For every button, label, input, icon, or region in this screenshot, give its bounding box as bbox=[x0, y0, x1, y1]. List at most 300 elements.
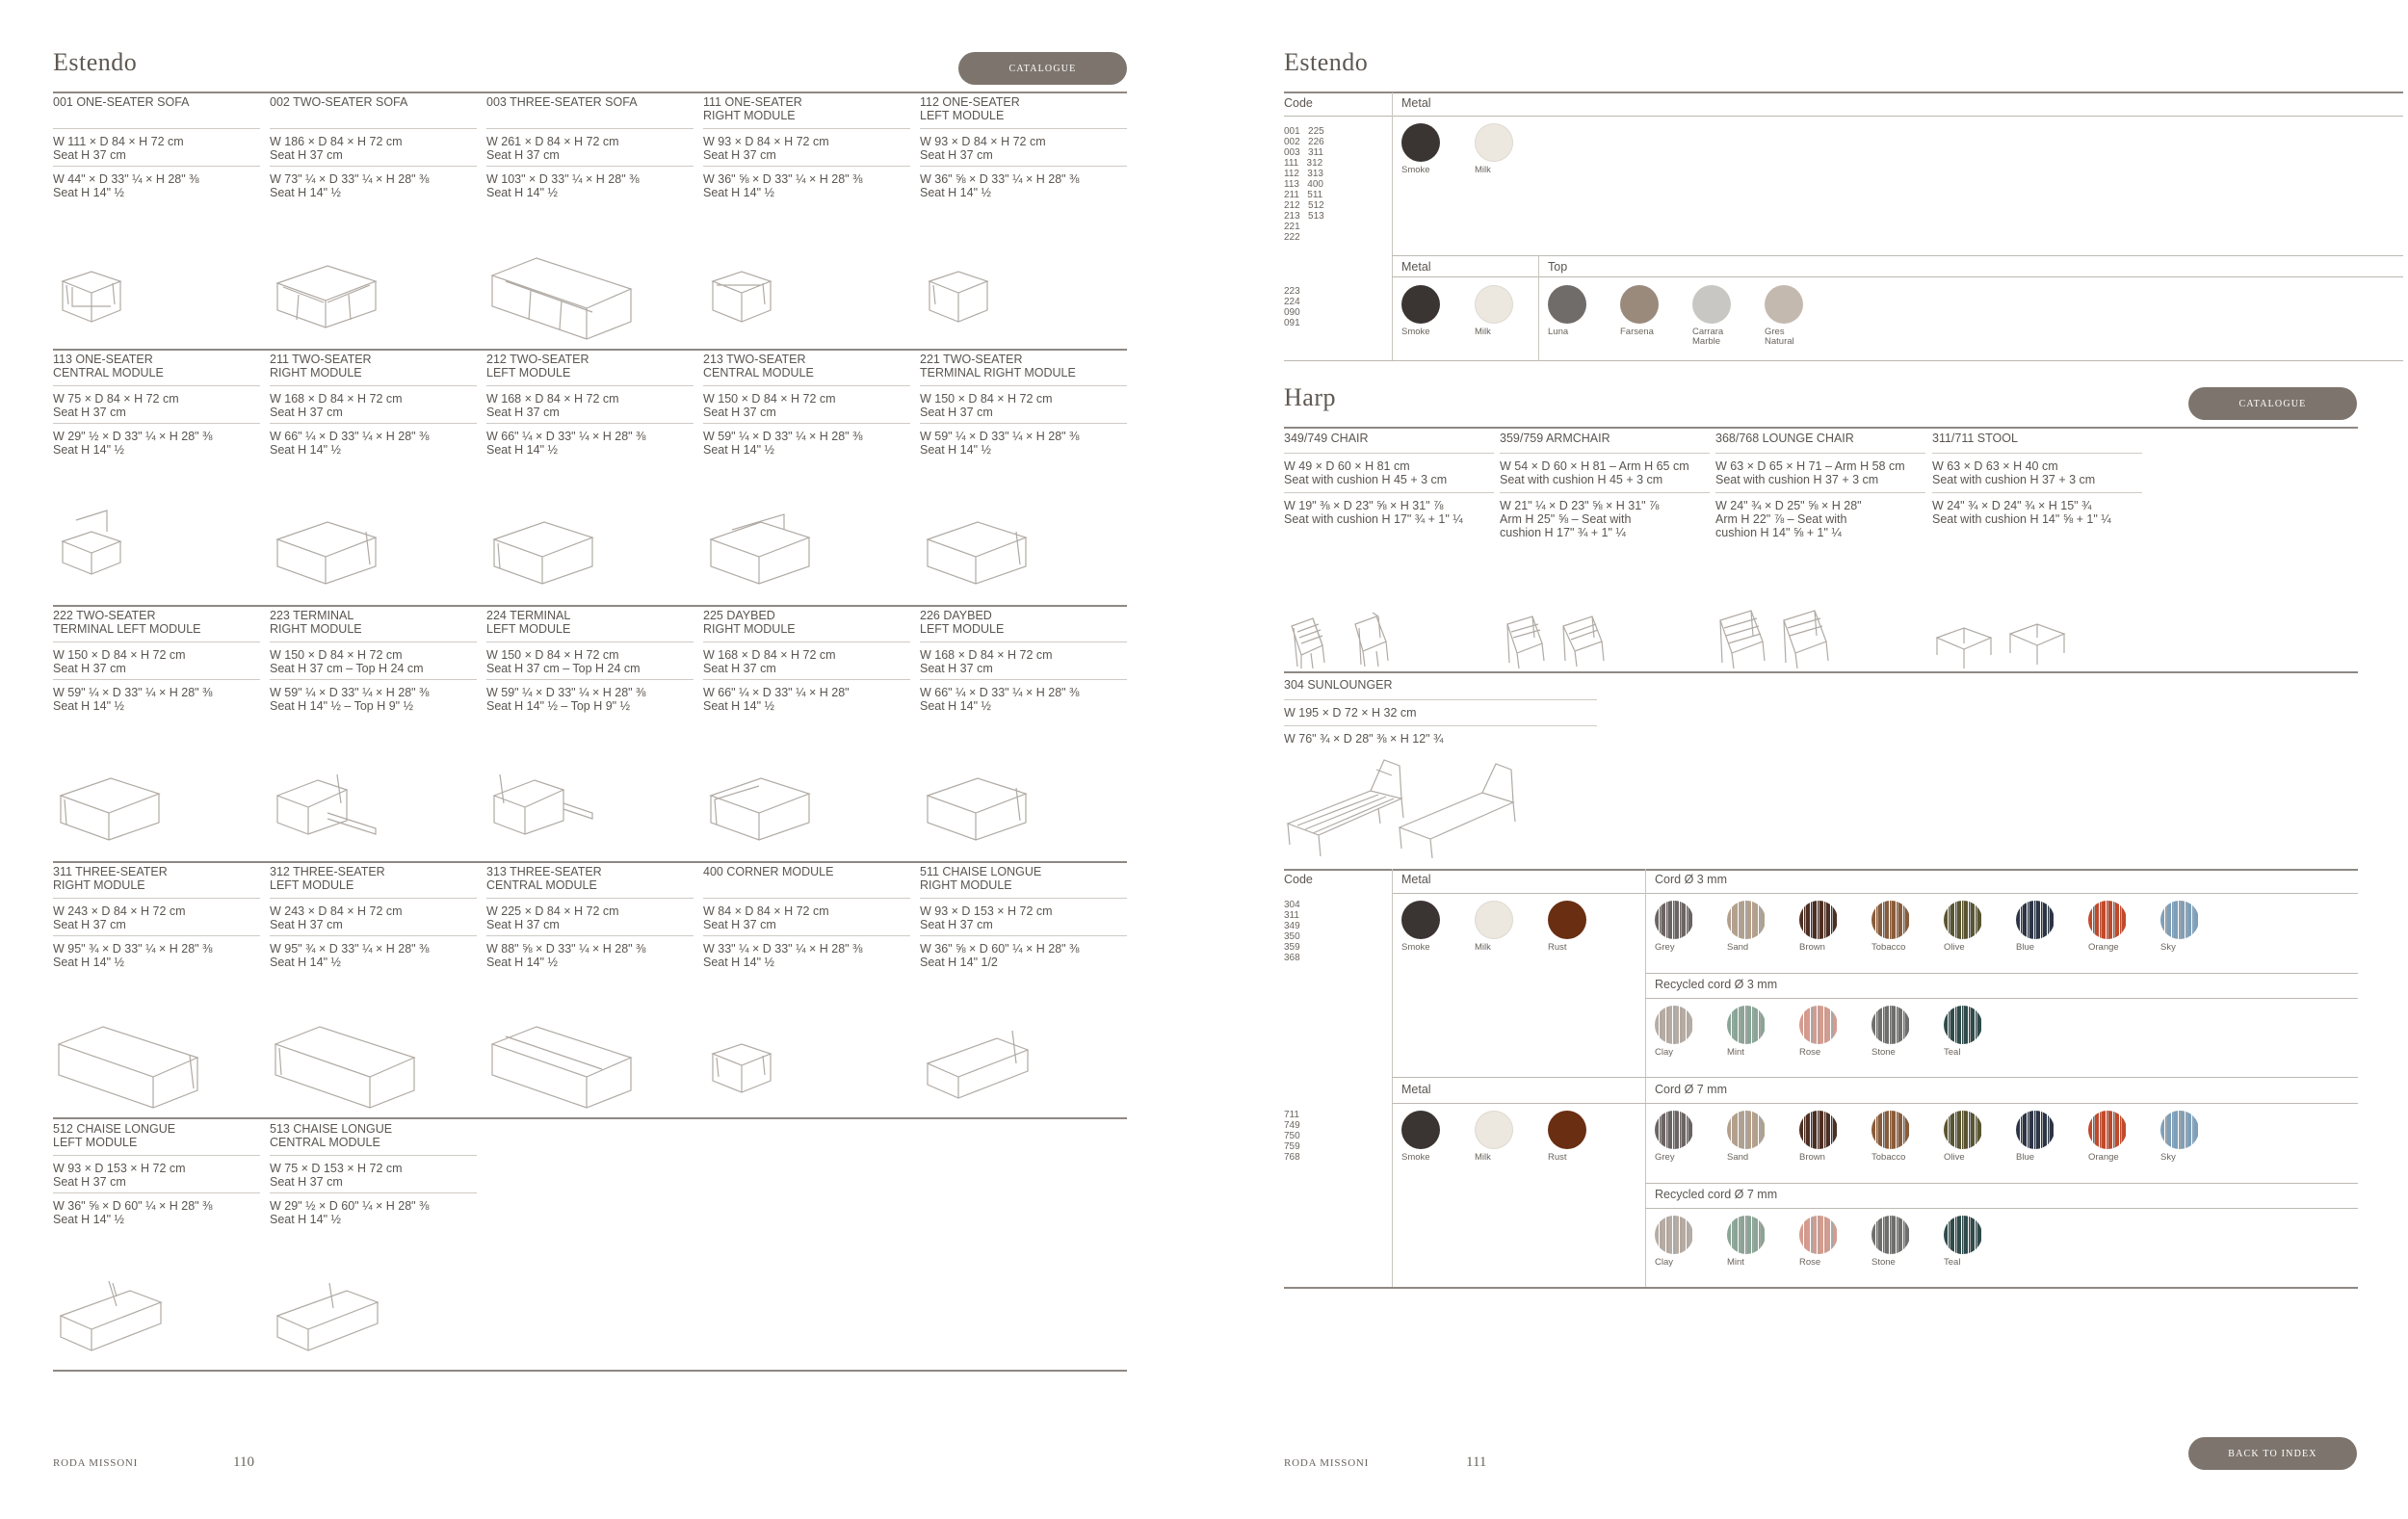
table-rule bbox=[1392, 276, 2403, 277]
item-rule bbox=[270, 166, 477, 167]
metric-dimensions: W 63 × D 63 × H 40 cm Seat with cushion H 37 + 3 cm bbox=[1932, 459, 2096, 486]
product-item bbox=[53, 353, 260, 457]
item-rule bbox=[53, 935, 260, 936]
product-sketch bbox=[53, 765, 207, 861]
row-divider bbox=[53, 1370, 1127, 1372]
top-header-estendo: Top bbox=[1548, 260, 1568, 274]
product-name: 111 ONE-SEATER RIGHT MODULE bbox=[703, 95, 802, 122]
finish-swatch-label: Rose bbox=[1799, 1047, 1821, 1058]
product-sketch bbox=[703, 509, 857, 605]
product-name: 224 TERMINAL LEFT MODULE bbox=[486, 609, 571, 636]
finish-swatch-label: Clay bbox=[1655, 1257, 1674, 1268]
metric-dimensions: W 225 × D 84 × H 72 cm Seat H 37 cm bbox=[486, 904, 619, 931]
item-rule bbox=[270, 1155, 477, 1156]
item-rule bbox=[920, 423, 1127, 424]
imperial-dimensions: W 36" ⅝ × D 33" ¼ × H 28" ⅜ Seat H 14" ½ bbox=[920, 172, 1080, 199]
imperial-dimensions: W 73" ¼ × D 33" ¼ × H 28" ⅜ Seat H 14" ½ bbox=[270, 172, 430, 199]
imperial-dimensions: W 59" ¼ × D 33" ¼ × H 28" ⅜ Seat H 14" ½ bbox=[920, 430, 1080, 457]
metric-dimensions: W 93 × D 153 × H 72 cm Seat H 37 cm bbox=[53, 1162, 186, 1189]
product-name: 226 DAYBED LEFT MODULE bbox=[920, 609, 1005, 636]
item-rule bbox=[53, 1155, 260, 1156]
recycled3-header-harp: Recycled cord Ø 3 mm bbox=[1655, 978, 1778, 991]
product-sketch bbox=[920, 1021, 1074, 1117]
finish-swatch bbox=[1401, 1111, 1440, 1149]
metric-dimensions: W 150 × D 84 × H 72 cm Seat H 37 cm bbox=[703, 392, 836, 419]
finish-swatch-label: Clay bbox=[1655, 1047, 1674, 1058]
finish-swatch bbox=[1655, 901, 1693, 939]
product-item bbox=[920, 609, 1127, 713]
metric-dimensions: W 168 × D 84 × H 72 cm Seat H 37 cm bbox=[486, 392, 619, 419]
product-sketch bbox=[486, 765, 641, 861]
finish-swatch bbox=[1655, 1111, 1693, 1149]
item-rule bbox=[486, 898, 694, 899]
imperial-dimensions: W 59" ¼ × D 33" ¼ × H 28" ⅜ Seat H 14" ½ bbox=[53, 686, 213, 713]
finish-swatch-label: Orange bbox=[2088, 942, 2119, 953]
sunlounger-imperial: W 76" ¾ × D 28" ⅜ × H 12" ¾ bbox=[1284, 732, 1444, 746]
finish-swatch-label: Gres Natural bbox=[1765, 327, 1794, 347]
item-rule bbox=[1715, 492, 1925, 493]
harp-chair-sketch bbox=[1284, 599, 1419, 676]
metric-dimensions: W 261 × D 84 × H 72 cm Seat H 37 cm bbox=[486, 135, 619, 162]
product-name: 002 TWO-SEATER SOFA bbox=[270, 95, 408, 109]
table-rule bbox=[1392, 92, 1393, 360]
metric-dimensions: W 243 × D 84 × H 72 cm Seat H 37 cm bbox=[53, 904, 186, 931]
item-rule bbox=[270, 128, 477, 129]
finish-swatch-label: Brown bbox=[1799, 942, 1825, 953]
finish-swatch bbox=[1475, 901, 1513, 939]
item-rule bbox=[1715, 453, 1925, 454]
finish-swatch-label: Teal bbox=[1944, 1257, 1961, 1268]
page-number-right: 111 bbox=[1466, 1454, 1487, 1470]
harp-armchair-sketch bbox=[1500, 599, 1635, 676]
row-divider bbox=[53, 349, 1127, 351]
harp-product-item bbox=[1715, 432, 1925, 539]
harp-items-divider bbox=[1284, 671, 2358, 673]
finish-swatch bbox=[1765, 285, 1803, 324]
item-rule bbox=[53, 898, 260, 899]
finish-swatch bbox=[2016, 901, 2055, 939]
harp-lounge-chair-sketch bbox=[1714, 599, 1849, 676]
finish-swatch-label: Sand bbox=[1727, 942, 1749, 953]
finish-swatch-label: Smoke bbox=[1401, 327, 1430, 337]
finish-swatch bbox=[1799, 901, 1838, 939]
product-item bbox=[270, 95, 477, 199]
table-rule bbox=[1392, 1077, 2358, 1078]
metric-dimensions: W 54 × D 60 × H 81 – Arm H 65 cm Seat with cushion H 45 + 3 cm bbox=[1500, 459, 1689, 486]
imperial-dimensions: W 95" ¾ × D 33" ¼ × H 28" ⅜ Seat H 14" ½ bbox=[53, 942, 213, 969]
finish-swatch-label: Mint bbox=[1727, 1257, 1744, 1268]
item-rule bbox=[703, 898, 910, 899]
imperial-dimensions: W 36" ⅝ × D 60" ¼ × H 28" ⅜ Seat H 14" ½ bbox=[53, 1199, 213, 1226]
metal-header-harp-b: Metal bbox=[1401, 1083, 1431, 1096]
table-rule bbox=[1645, 998, 2358, 999]
item-rule bbox=[1284, 492, 1494, 493]
harp-product-item bbox=[1932, 432, 2142, 526]
finish-swatch bbox=[1475, 123, 1513, 162]
product-name: 113 ONE-SEATER CENTRAL MODULE bbox=[53, 353, 164, 380]
product-item bbox=[270, 1122, 477, 1226]
cord3-header-harp: Cord Ø 3 mm bbox=[1655, 873, 1728, 886]
product-sketch bbox=[270, 765, 424, 861]
imperial-dimensions: W 21" ¼ × D 23" ⅝ × H 31" ⅞ Arm H 25" ⅝ – Seat with cushion H 17" ¾ + 1" ¼ bbox=[1500, 499, 1660, 539]
finish-swatch bbox=[1655, 1006, 1693, 1044]
product-item bbox=[703, 95, 910, 199]
finish-swatch-label: Rust bbox=[1548, 1152, 1567, 1163]
table-rule bbox=[1645, 973, 2358, 974]
finish-swatch bbox=[1401, 901, 1440, 939]
product-item bbox=[53, 865, 260, 969]
finish-swatch-label: Milk bbox=[1475, 165, 1491, 175]
item-rule bbox=[486, 423, 694, 424]
finish-swatch bbox=[1655, 1216, 1693, 1254]
item-rule bbox=[53, 128, 260, 129]
product-name: 225 DAYBED RIGHT MODULE bbox=[703, 609, 796, 636]
finish-swatch bbox=[2160, 901, 2199, 939]
table-rule bbox=[1392, 893, 2358, 894]
finish-swatch bbox=[1548, 1111, 1586, 1149]
product-sketch bbox=[53, 252, 207, 349]
finish-swatch bbox=[2016, 1111, 2055, 1149]
codes-harp-b: 711 749 750 759 768 bbox=[1284, 1110, 1300, 1163]
catalogue-button-left[interactable]: CATALOGUE bbox=[958, 52, 1127, 85]
product-sketch bbox=[703, 765, 857, 861]
finish-swatch bbox=[1871, 1111, 1910, 1149]
page-number-left: 110 bbox=[233, 1454, 254, 1470]
table-rule bbox=[1645, 869, 1646, 1288]
imperial-dimensions: W 29" ½ × D 60" ¼ × H 28" ⅜ Seat H 14" ½ bbox=[270, 1199, 430, 1226]
item-rule bbox=[486, 679, 694, 680]
item-rule bbox=[486, 128, 694, 129]
finish-swatch bbox=[1548, 285, 1586, 324]
item-rule bbox=[920, 935, 1127, 936]
row-divider bbox=[53, 1117, 1127, 1119]
product-item bbox=[270, 865, 477, 969]
item-rule bbox=[486, 166, 694, 167]
finish-swatch-label: Sand bbox=[1727, 1152, 1749, 1163]
finish-swatch bbox=[1727, 1111, 1766, 1149]
metric-dimensions: W 111 × D 84 × H 72 cm Seat H 37 cm bbox=[53, 135, 184, 162]
metric-dimensions: W 93 × D 84 × H 72 cm Seat H 37 cm bbox=[920, 135, 1046, 162]
finish-swatch-label: Sky bbox=[2160, 942, 2176, 953]
table-rule bbox=[1284, 360, 2403, 361]
finish-swatch bbox=[1871, 1006, 1910, 1044]
product-item bbox=[53, 95, 260, 199]
metric-dimensions: W 75 × D 84 × H 72 cm Seat H 37 cm bbox=[53, 392, 179, 419]
sunlounger-item bbox=[1284, 678, 1597, 746]
finish-swatch-label: Milk bbox=[1475, 327, 1491, 337]
footer-brand-left: RODA MISSONI bbox=[53, 1457, 139, 1469]
product-item bbox=[270, 609, 477, 713]
metal-header-estendo-b: Metal bbox=[1401, 260, 1431, 274]
finish-swatch bbox=[1944, 1216, 1982, 1254]
item-rule bbox=[270, 935, 477, 936]
product-sketch bbox=[486, 1021, 641, 1117]
item-rule bbox=[920, 385, 1127, 386]
product-sketch bbox=[486, 509, 641, 605]
finish-swatch-label: Sky bbox=[2160, 1152, 2176, 1163]
finish-swatch-label: Blue bbox=[2016, 942, 2035, 953]
imperial-dimensions: W 44" × D 33" ¼ × H 28" ⅜ Seat H 14" ½ bbox=[53, 172, 199, 199]
product-item bbox=[486, 865, 694, 969]
finish-swatch-label: Smoke bbox=[1401, 942, 1430, 953]
table-rule bbox=[1392, 869, 1393, 1288]
finish-swatch bbox=[1799, 1006, 1838, 1044]
finish-swatch bbox=[1727, 1006, 1766, 1044]
item-rule bbox=[703, 935, 910, 936]
finish-swatch-label: Grey bbox=[1655, 1152, 1675, 1163]
finish-swatch-label: Tobacco bbox=[1871, 942, 1906, 953]
catalogue-button-right[interactable]: CATALOGUE bbox=[2188, 387, 2357, 420]
finish-swatch bbox=[2160, 1111, 2199, 1149]
imperial-dimensions: W 88" ⅝ × D 33" ¼ × H 28" ⅜ Seat H 14" ½ bbox=[486, 942, 646, 969]
product-name: 313 THREE-SEATER CENTRAL MODULE bbox=[486, 865, 602, 892]
harp-product-item bbox=[1284, 432, 1494, 526]
product-name: 221 TWO-SEATER TERMINAL RIGHT MODULE bbox=[920, 353, 1076, 380]
imperial-dimensions: W 59" ¼ × D 33" ¼ × H 28" ⅜ Seat H 14" ½ bbox=[703, 430, 863, 457]
imperial-dimensions: W 59" ¼ × D 33" ¼ × H 28" ⅜ Seat H 14" ½ – Top H 9" ½ bbox=[486, 686, 646, 713]
finish-swatch-label: Brown bbox=[1799, 1152, 1825, 1163]
finish-swatch bbox=[1401, 123, 1440, 162]
finish-swatch-label: Teal bbox=[1944, 1047, 1961, 1058]
finish-swatch-label: Rust bbox=[1548, 942, 1567, 953]
item-rule bbox=[920, 128, 1127, 129]
finish-swatch-label: Milk bbox=[1475, 1152, 1491, 1163]
finish-swatch-label: Orange bbox=[2088, 1152, 2119, 1163]
item-rule bbox=[920, 166, 1127, 167]
metric-dimensions: W 168 × D 84 × H 72 cm Seat H 37 cm bbox=[270, 392, 403, 419]
codes-harp-a: 304 311 349 350 359 368 bbox=[1284, 900, 1300, 963]
finish-swatch bbox=[1799, 1216, 1838, 1254]
product-name: 211 TWO-SEATER RIGHT MODULE bbox=[270, 353, 372, 380]
finish-swatch-label: Milk bbox=[1475, 942, 1491, 953]
finish-swatch bbox=[1475, 285, 1513, 324]
table-rule bbox=[1284, 1287, 2358, 1289]
metal-header-estendo: Metal bbox=[1401, 96, 1431, 110]
product-item bbox=[53, 609, 260, 713]
metric-dimensions: W 186 × D 84 × H 72 cm Seat H 37 cm bbox=[270, 135, 403, 162]
code-header-estendo: Code bbox=[1284, 96, 1313, 110]
imperial-dimensions: W 24" ¾ × D 25" ⅝ × H 28" Arm H 22" ⅞ – Seat with cushion H 14" ⅝ + 1" ¼ bbox=[1715, 499, 1862, 539]
table-rule bbox=[1645, 1183, 2358, 1184]
item-rule bbox=[703, 385, 910, 386]
item-rule bbox=[703, 166, 910, 167]
finish-swatch bbox=[1475, 1111, 1513, 1149]
product-name: 311 THREE-SEATER RIGHT MODULE bbox=[53, 865, 168, 892]
harp-product-name: 349/749 CHAIR bbox=[1284, 432, 1369, 445]
product-sketch bbox=[703, 1021, 857, 1117]
sunlounger-sketch bbox=[1284, 756, 1534, 867]
page-title-estendo-right: Estendo bbox=[1284, 48, 1369, 76]
product-item bbox=[270, 353, 477, 457]
harp-product-name: 359/759 ARMCHAIR bbox=[1500, 432, 1610, 445]
finish-swatch-label: Grey bbox=[1655, 942, 1675, 953]
product-item bbox=[486, 609, 694, 713]
product-item bbox=[920, 865, 1127, 969]
codes-estendo-b: 223 224 090 091 bbox=[1284, 286, 1300, 328]
product-sketch bbox=[53, 1021, 207, 1117]
product-sketch bbox=[270, 252, 424, 349]
finish-swatch bbox=[2088, 901, 2127, 939]
item-rule bbox=[920, 898, 1127, 899]
code-header-harp: Code bbox=[1284, 873, 1313, 886]
finish-swatch-label: Tobacco bbox=[1871, 1152, 1906, 1163]
sunlounger-metric: W 195 × D 72 × H 32 cm bbox=[1284, 706, 1417, 720]
cord7-header-harp: Cord Ø 7 mm bbox=[1655, 1083, 1728, 1096]
item-rule bbox=[1284, 699, 1597, 700]
metric-dimensions: W 168 × D 84 × H 72 cm Seat H 37 cm bbox=[703, 648, 836, 675]
product-name: 511 CHAISE LONGUE RIGHT MODULE bbox=[920, 865, 1042, 892]
product-item bbox=[703, 353, 910, 457]
codes-estendo-a: 001 225 002 226 003 311 111 312 112 313 113 400 211 511 212 512 213 513 221 222 bbox=[1284, 126, 1324, 243]
table-rule bbox=[1645, 1208, 2358, 1209]
finish-swatch-label: Blue bbox=[2016, 1152, 2035, 1163]
imperial-dimensions: W 19" ⅜ × D 23" ⅝ × H 31" ⅞ Seat with cushion H 17" ¾ + 1" ¼ bbox=[1284, 499, 1463, 526]
item-rule bbox=[486, 935, 694, 936]
metric-dimensions: W 150 × D 84 × H 72 cm Seat H 37 cm – Top H 24 cm bbox=[486, 648, 641, 675]
finish-swatch bbox=[1944, 901, 1982, 939]
finish-swatch bbox=[2088, 1111, 2127, 1149]
item-rule bbox=[1932, 453, 2142, 454]
finish-swatch bbox=[1692, 285, 1731, 324]
metal-header-harp: Metal bbox=[1401, 873, 1431, 886]
item-rule bbox=[270, 898, 477, 899]
item-rule bbox=[1284, 453, 1494, 454]
harp-stool-sketch bbox=[1931, 599, 2066, 676]
sunlounger-name: 304 SUNLOUNGER bbox=[1284, 678, 1393, 692]
metric-dimensions: W 150 × D 84 × H 72 cm Seat H 37 cm bbox=[920, 392, 1053, 419]
metric-dimensions: W 93 × D 153 × H 72 cm Seat H 37 cm bbox=[920, 904, 1053, 931]
finish-swatch-label: Smoke bbox=[1401, 1152, 1430, 1163]
imperial-dimensions: W 66" ¼ × D 33" ¼ × H 28" Seat H 14" ½ bbox=[703, 686, 850, 713]
table-rule bbox=[1284, 116, 2403, 117]
harp-product-name: 368/768 LOUNGE CHAIR bbox=[1715, 432, 1854, 445]
item-rule bbox=[703, 679, 910, 680]
product-sketch bbox=[920, 509, 1074, 605]
table-rule bbox=[1392, 255, 2403, 256]
finish-swatch bbox=[1620, 285, 1659, 324]
metric-dimensions: W 243 × D 84 × H 72 cm Seat H 37 cm bbox=[270, 904, 403, 931]
product-name: 400 CORNER MODULE bbox=[703, 865, 834, 878]
product-item bbox=[486, 353, 694, 457]
finish-swatch bbox=[1799, 1111, 1838, 1149]
finish-swatch bbox=[1944, 1006, 1982, 1044]
product-name: 112 ONE-SEATER LEFT MODULE bbox=[920, 95, 1020, 122]
product-name: 212 TWO-SEATER LEFT MODULE bbox=[486, 353, 589, 380]
back-to-index-button[interactable]: BACK TO INDEX bbox=[2188, 1437, 2357, 1470]
product-item bbox=[486, 95, 694, 199]
recycled7-header-harp: Recycled cord Ø 7 mm bbox=[1655, 1188, 1778, 1201]
product-name: 512 CHAISE LONGUE LEFT MODULE bbox=[53, 1122, 176, 1149]
finish-swatch-label: Luna bbox=[1548, 327, 1569, 337]
harp-product-item bbox=[1500, 432, 1710, 539]
item-rule bbox=[920, 679, 1127, 680]
imperial-dimensions: W 36" ⅝ × D 33" ¼ × H 28" ⅜ Seat H 14" ½ bbox=[703, 172, 863, 199]
item-rule bbox=[1284, 725, 1597, 726]
finish-swatch-label: Mint bbox=[1727, 1047, 1744, 1058]
metric-dimensions: W 150 × D 84 × H 72 cm Seat H 37 cm – Top H 24 cm bbox=[270, 648, 424, 675]
imperial-dimensions: W 103" × D 33" ¼ × H 28" ⅜ Seat H 14" ½ bbox=[486, 172, 640, 199]
finish-swatch bbox=[1871, 1216, 1910, 1254]
product-sketch bbox=[270, 509, 424, 605]
product-name: 213 TWO-SEATER CENTRAL MODULE bbox=[703, 353, 814, 380]
product-name: 312 THREE-SEATER LEFT MODULE bbox=[270, 865, 385, 892]
product-item bbox=[703, 609, 910, 713]
item-rule bbox=[53, 385, 260, 386]
product-sketch bbox=[703, 252, 857, 349]
finish-swatch-label: Farsena bbox=[1620, 327, 1654, 337]
imperial-dimensions: W 95" ¾ × D 33" ¼ × H 28" ⅜ Seat H 14" ½ bbox=[270, 942, 430, 969]
item-rule bbox=[53, 166, 260, 167]
table-rule bbox=[1538, 255, 1539, 360]
finish-swatch-label: Carrara Marble bbox=[1692, 327, 1724, 347]
item-rule bbox=[270, 385, 477, 386]
product-sketch bbox=[920, 765, 1074, 861]
finish-swatch bbox=[1727, 901, 1766, 939]
imperial-dimensions: W 36" ⅝ × D 60" ¼ × H 28" ⅜ Seat H 14" 1/2 bbox=[920, 942, 1080, 969]
item-rule bbox=[270, 423, 477, 424]
finish-swatch bbox=[1548, 901, 1586, 939]
title-divider-left bbox=[53, 92, 1127, 93]
page-title-left: Estendo bbox=[53, 48, 138, 76]
imperial-dimensions: W 33" ¼ × D 33" ¼ × H 28" ⅜ Seat H 14" ½ bbox=[703, 942, 863, 969]
product-sketch bbox=[920, 252, 1074, 349]
product-name: 513 CHAISE LONGUE CENTRAL MODULE bbox=[270, 1122, 393, 1149]
finish-swatch-label: Rose bbox=[1799, 1257, 1821, 1268]
finish-swatch bbox=[1401, 285, 1440, 324]
item-rule bbox=[1932, 492, 2142, 493]
finish-swatch-label: Stone bbox=[1871, 1257, 1896, 1268]
finish-swatch bbox=[1871, 901, 1910, 939]
metric-dimensions: W 63 × D 65 × H 71 – Arm H 58 cm Seat with cushion H 37 + 3 cm bbox=[1715, 459, 1905, 486]
row-divider bbox=[53, 605, 1127, 607]
item-rule bbox=[486, 385, 694, 386]
imperial-dimensions: W 66" ¼ × D 33" ¼ × H 28" ⅜ Seat H 14" ½ bbox=[920, 686, 1080, 713]
item-rule bbox=[1500, 453, 1710, 454]
finish-swatch bbox=[1727, 1216, 1766, 1254]
imperial-dimensions: W 59" ¼ × D 33" ¼ × H 28" ⅜ Seat H 14" ½ – Top H 9" ½ bbox=[270, 686, 430, 713]
metric-dimensions: W 150 × D 84 × H 72 cm Seat H 37 cm bbox=[53, 648, 186, 675]
metric-dimensions: W 75 × D 153 × H 72 cm Seat H 37 cm bbox=[270, 1162, 403, 1189]
imperial-dimensions: W 29" ½ × D 33" ¼ × H 28" ⅜ Seat H 14" ½ bbox=[53, 430, 213, 457]
title-divider-right bbox=[1284, 92, 2403, 93]
finish-swatch-label: Smoke bbox=[1401, 165, 1430, 175]
product-item bbox=[920, 95, 1127, 199]
product-name: 222 TWO-SEATER TERMINAL LEFT MODULE bbox=[53, 609, 201, 636]
row-divider bbox=[53, 861, 1127, 863]
item-rule bbox=[270, 679, 477, 680]
imperial-dimensions: W 66" ¼ × D 33" ¼ × H 28" ⅜ Seat H 14" ½ bbox=[486, 430, 646, 457]
finish-swatch bbox=[1944, 1111, 1982, 1149]
product-item bbox=[920, 353, 1127, 457]
table-rule bbox=[1284, 869, 2358, 871]
imperial-dimensions: W 24" ¾ × D 24" ¾ × H 15" ¾ Seat with cushion H 14" ⅝ + 1" ¼ bbox=[1932, 499, 2111, 526]
product-sketch bbox=[53, 1273, 207, 1370]
item-rule bbox=[53, 679, 260, 680]
item-rule bbox=[53, 1192, 260, 1193]
imperial-dimensions: W 66" ¼ × D 33" ¼ × H 28" ⅜ Seat H 14" ½ bbox=[270, 430, 430, 457]
finish-swatch-label: Olive bbox=[1944, 942, 1965, 953]
footer-brand-right: RODA MISSONI bbox=[1284, 1457, 1370, 1469]
item-rule bbox=[1500, 492, 1710, 493]
product-name: 003 THREE-SEATER SOFA bbox=[486, 95, 638, 109]
item-rule bbox=[703, 128, 910, 129]
product-item bbox=[703, 865, 910, 969]
product-sketch bbox=[486, 252, 641, 349]
metric-dimensions: W 84 × D 84 × H 72 cm Seat H 37 cm bbox=[703, 904, 829, 931]
product-sketch bbox=[270, 1273, 424, 1370]
metric-dimensions: W 93 × D 84 × H 72 cm Seat H 37 cm bbox=[703, 135, 829, 162]
finish-swatch-label: Olive bbox=[1944, 1152, 1965, 1163]
